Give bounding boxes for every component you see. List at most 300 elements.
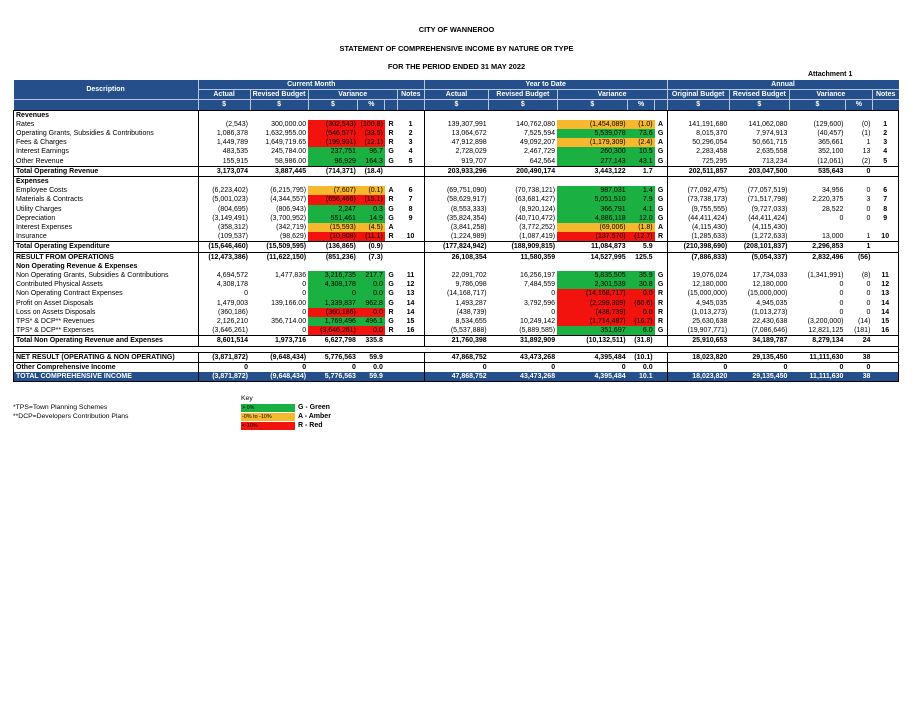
key-green-swatch: > 0% xyxy=(241,404,295,412)
ytd-variance-amount: 5,051,510 xyxy=(557,195,628,204)
ytd-variance-amount: 366,791 xyxy=(557,205,628,214)
an-variance-percent: 24 xyxy=(845,336,872,346)
cm-note-ref xyxy=(397,242,424,252)
ytd-variance-percent: (1.8) xyxy=(628,223,655,232)
col-cm-notes: Notes xyxy=(397,90,424,100)
row-description: Non Operating Contract Expenses xyxy=(16,290,123,298)
ytd-variance-amount: (2,299,309) xyxy=(557,299,628,308)
cm-rag-status: R xyxy=(388,139,394,147)
cm-rag-status: G xyxy=(388,157,394,165)
ytd-variance-percent: 35.9 xyxy=(628,271,655,280)
an-original-budget: 2,283,458 xyxy=(667,147,729,156)
an-variance-percent: 38 xyxy=(845,352,872,362)
an-variance-percent: (181) xyxy=(854,327,871,335)
ytd-revised-budget: 16,256,197 xyxy=(520,272,556,280)
an-original-budget: 12,180,000 xyxy=(667,280,729,289)
cm-rag-status: G xyxy=(388,299,394,307)
key-red-swatch: <-10% xyxy=(241,422,295,430)
an-variance-amount: (12,061) xyxy=(817,157,844,165)
table-row xyxy=(14,280,899,289)
ytd-actual: 0 xyxy=(424,362,488,372)
an-variance-percent: 0 xyxy=(866,308,871,316)
an-original-budget: (77,092,475) xyxy=(667,186,729,195)
ytd-rag-status: G xyxy=(657,157,664,165)
ytd-revised-budget: 200,490,174 xyxy=(489,166,557,176)
row-description: TPS* & DCP** Revenues xyxy=(16,318,95,326)
cm-variance-amount: 3,216,735 xyxy=(308,271,358,280)
cm-rag-status: G xyxy=(388,272,394,280)
row-description: TPS* & DCP** Expenses xyxy=(16,327,94,335)
footnote-dcp: **DCP=Developers Contribution Plans xyxy=(13,413,129,420)
ytd-actual: (1,224,989) xyxy=(424,232,488,242)
unit-dollar: $ xyxy=(557,100,628,110)
an-note-ref xyxy=(872,223,898,232)
col-ytd-actual: Actual xyxy=(424,90,488,100)
an-variance-percent: (14) xyxy=(857,318,871,326)
table-row xyxy=(14,205,899,214)
ytd-rag-status: G xyxy=(657,281,664,289)
cm-note-ref: 9 xyxy=(408,214,413,222)
col-an-notes: Notes xyxy=(872,90,898,100)
ytd-actual: (438,739) xyxy=(424,308,488,317)
table-row xyxy=(14,177,899,187)
ytd-variance-percent: 10.1 xyxy=(628,372,655,382)
unit-percent: % xyxy=(845,100,872,110)
cm-actual: 4,694,572 xyxy=(198,271,250,280)
an-variance-amount: 12,821,125 xyxy=(808,327,844,335)
table-row xyxy=(14,147,899,156)
ytd-rag-status xyxy=(655,372,667,382)
an-note-ref: 4 xyxy=(883,148,888,156)
an-revised-budget: (208,101,837) xyxy=(729,242,789,252)
ytd-rag-status: G xyxy=(657,187,664,195)
cm-revised-budget: 1,632,955.00 xyxy=(265,130,307,138)
cm-revised-budget: 139,166.00 xyxy=(271,299,307,307)
an-variance-amount: 0 xyxy=(839,214,844,222)
empty-cell xyxy=(557,262,628,271)
cm-rag-status: G xyxy=(388,290,394,298)
table-row xyxy=(14,308,899,317)
empty-cell xyxy=(424,177,488,187)
ytd-variance-percent: 1.4 xyxy=(628,186,655,195)
ytd-actual: (5,537,888) xyxy=(424,326,488,336)
ytd-revised-budget: (1,087,419) xyxy=(519,233,556,241)
cm-actual: (3,871,872) xyxy=(198,372,250,382)
an-original-budget: (210,398,690) xyxy=(667,242,729,252)
empty-cell xyxy=(397,110,424,120)
key-amber-text: A - Amber xyxy=(298,413,331,420)
an-revised-budget: (1,013,273) xyxy=(751,308,788,316)
an-variance-percent: 1 xyxy=(866,139,871,147)
an-note-ref: 11 xyxy=(881,272,889,280)
an-revised-budget: (5,054,337) xyxy=(751,253,788,261)
attachment-label: Attachment 1 xyxy=(808,71,853,78)
cm-variance-amount: (15,593) xyxy=(308,223,358,232)
empty-cell xyxy=(789,110,845,120)
cm-variance-percent: 0.0 xyxy=(358,280,385,289)
col-ytd-revised-budget: Revised Budget xyxy=(489,90,557,100)
ytd-variance-percent: (2.4) xyxy=(628,138,655,147)
empty-cell xyxy=(397,177,424,187)
unit-percent: % xyxy=(628,100,655,110)
empty-cell xyxy=(789,177,845,187)
ytd-actual: 9,786,098 xyxy=(424,280,488,289)
ytd-revised-budget: 0 xyxy=(551,290,556,298)
cm-actual: (2,543) xyxy=(198,120,250,129)
an-revised-budget: 50,661,715 xyxy=(752,139,788,147)
ytd-variance-amount: 351,697 xyxy=(557,326,628,336)
row-description: Expenses xyxy=(16,178,49,186)
an-original-budget: 25,910,653 xyxy=(667,336,729,346)
empty-cell xyxy=(872,177,898,187)
ytd-rag-status: A xyxy=(658,139,664,147)
ytd-revised-budget: 31,892,909 xyxy=(489,336,557,346)
an-variance-amount: 365,661 xyxy=(818,139,844,147)
row-description: Revenues xyxy=(16,111,50,119)
ytd-actual: (8,553,333) xyxy=(424,205,488,214)
cm-variance-percent: (12.1) xyxy=(358,138,385,147)
cm-rag-status xyxy=(385,252,397,262)
ytd-rag-status: R xyxy=(658,318,664,326)
empty-cell xyxy=(250,110,308,120)
ytd-rag-status: R xyxy=(658,299,664,307)
an-original-budget: (7,886,833) xyxy=(667,252,729,262)
cm-variance-amount: 96,929 xyxy=(308,157,358,167)
row-description: Materials & Contracts xyxy=(16,196,83,204)
ytd-actual: (3,841,258) xyxy=(424,223,488,232)
empty-cell xyxy=(872,110,898,120)
cm-variance-percent: 96.7 xyxy=(358,147,385,156)
cm-variance-amount: (7,607) xyxy=(308,186,358,195)
cm-note-ref: 3 xyxy=(408,139,413,147)
table-row xyxy=(14,299,899,308)
empty-cell xyxy=(845,110,872,120)
table-row xyxy=(14,271,899,280)
empty-cell xyxy=(557,177,628,187)
cm-actual: (15,646,460) xyxy=(198,242,250,252)
cm-actual: 3,173,074 xyxy=(198,166,250,176)
cm-variance-amount: (3,646,261) xyxy=(308,326,358,336)
cm-variance-percent: (4.5) xyxy=(358,223,385,232)
ytd-actual: (14,168,717) xyxy=(424,289,488,298)
cm-note-ref: 4 xyxy=(408,148,413,156)
ytd-variance-amount: 4,395,484 xyxy=(557,372,628,382)
cm-variance-percent: 335.8 xyxy=(358,336,385,346)
an-variance-percent: 1 xyxy=(845,242,872,252)
ytd-variance-amount: 5,835,505 xyxy=(557,271,628,280)
cm-revised-budget: 0 xyxy=(302,281,307,289)
statement-title: STATEMENT OF COMPREHENSIVE INCOME BY NATURE OR TYPE xyxy=(339,44,574,53)
an-original-budget: (73,738,173) xyxy=(667,195,729,204)
ytd-variance-amount: 4,886,118 xyxy=(557,214,628,223)
an-note-ref xyxy=(872,352,898,362)
empty-cell xyxy=(198,177,250,187)
an-revised-budget: 29,135,450 xyxy=(729,352,789,362)
group-year-to-date: Year to Date xyxy=(424,80,667,90)
ytd-rag-status xyxy=(655,166,667,176)
an-revised-budget: 141,062,080 xyxy=(748,120,788,128)
an-variance-percent: (1) xyxy=(861,130,871,138)
row-description: Total Operating Expenditure xyxy=(14,242,199,252)
empty-cell xyxy=(424,262,488,271)
col-cm-variance: Variance xyxy=(308,90,397,100)
empty-cell xyxy=(628,262,655,271)
ytd-revised-budget: (3,772,252) xyxy=(519,224,556,232)
an-note-ref: 10 xyxy=(881,233,890,241)
ytd-actual: (69,751,090) xyxy=(424,186,488,195)
row-description: Total Operating Revenue xyxy=(14,166,199,176)
ytd-actual: 203,933,296 xyxy=(424,166,488,176)
ytd-rag-status: G xyxy=(657,205,664,213)
unit-dollar: $ xyxy=(250,100,308,110)
ytd-actual: 139,307,991 xyxy=(424,120,488,129)
col-an-variance: Variance xyxy=(789,90,872,100)
an-note-ref: 13 xyxy=(881,290,890,298)
an-variance-amount: 13,000 xyxy=(822,233,844,241)
table-row xyxy=(14,195,899,204)
cm-actual: 1,479,003 xyxy=(198,299,250,308)
ytd-revised-budget: 7,525,594 xyxy=(523,130,556,138)
row-description: Contributed Physical Assets xyxy=(16,281,103,289)
an-variance-amount: 2,832,496 xyxy=(812,253,844,261)
ytd-rag-status: G xyxy=(657,272,664,280)
cm-variance-amount: 4,308,178 xyxy=(308,280,358,289)
ytd-variance-amount: (14,168,717) xyxy=(557,289,628,298)
cm-variance-amount: (656,466) xyxy=(308,195,358,204)
income-statement-table xyxy=(13,80,899,382)
ytd-variance-amount: (69,006) xyxy=(557,223,628,232)
an-original-budget: 8,015,370 xyxy=(667,129,729,138)
ytd-revised-budget: (63,681,427) xyxy=(515,196,556,204)
row-description: Other Revenue xyxy=(16,157,64,165)
ytd-variance-percent: (60.6) xyxy=(628,299,655,308)
an-variance-percent: 0 xyxy=(866,205,871,213)
ytd-variance-percent: 0.0 xyxy=(628,289,655,298)
cm-rag-status xyxy=(385,362,397,372)
ytd-variance-percent: (12.7) xyxy=(628,232,655,242)
cm-actual: 8,601,514 xyxy=(198,336,250,346)
cm-revised-budget: 245,784.00 xyxy=(271,148,307,156)
cm-variance-amount: 237,751 xyxy=(308,147,358,156)
an-note-ref: 14 xyxy=(881,308,890,316)
an-note-ref: 12 xyxy=(881,281,890,289)
ytd-variance-percent: 6.0 xyxy=(628,326,655,336)
ytd-revised-budget: 11,580,359 xyxy=(520,253,556,261)
ytd-rag-status: R xyxy=(658,308,664,316)
an-original-budget: 725,295 xyxy=(667,157,729,167)
empty-cell xyxy=(789,262,845,271)
an-revised-budget: (9,727,033) xyxy=(751,205,788,213)
ytd-variance-amount: 987,031 xyxy=(557,186,628,195)
cm-note-ref: 11 xyxy=(406,272,415,280)
an-variance-amount: 11,111,630 xyxy=(789,372,845,382)
cm-variance-percent: 0.0 xyxy=(373,363,383,371)
ytd-actual: 47,912,898 xyxy=(424,138,488,147)
cm-variance-amount: 2,247 xyxy=(308,205,358,214)
empty-cell xyxy=(308,110,358,120)
ytd-actual: 2,728,029 xyxy=(424,147,488,156)
cm-note-ref xyxy=(397,362,424,372)
row-description: Insurance xyxy=(16,233,47,241)
cm-variance-percent: 14.9 xyxy=(358,214,385,223)
an-note-ref: 1 xyxy=(883,120,888,128)
cm-rag-status xyxy=(385,352,397,362)
an-original-budget: 50,296,054 xyxy=(667,138,729,147)
ytd-actual: 13,064,672 xyxy=(424,129,488,138)
an-variance-percent: (2) xyxy=(861,157,871,165)
an-original-budget: 4,945,035 xyxy=(667,299,729,308)
ytd-actual: 1,493,287 xyxy=(424,299,488,308)
footnote-tps: *TPS=Town Planning Schemes xyxy=(13,404,108,411)
cm-revised-budget: 0 xyxy=(302,363,307,371)
cm-actual: 155,915 xyxy=(198,157,250,167)
an-variance-amount: 8,279,134 xyxy=(789,336,845,346)
ytd-rag-status xyxy=(655,242,667,252)
row-description: Interest Expenses xyxy=(16,224,73,232)
unit-dollar: $ xyxy=(489,100,557,110)
cm-note-ref: 8 xyxy=(408,205,413,213)
ytd-variance-percent: 4.1 xyxy=(628,205,655,214)
cm-variance-amount: 0 xyxy=(308,289,358,298)
ytd-rag-status: R xyxy=(658,233,664,241)
table-row xyxy=(14,186,899,195)
ytd-rag-status: G xyxy=(657,148,664,156)
ytd-rag-status: G xyxy=(657,327,664,335)
cm-actual: (804,695) xyxy=(198,205,250,214)
ytd-actual: 22,091,702 xyxy=(424,271,488,280)
an-variance-amount: 0 xyxy=(839,363,844,371)
empty-cell xyxy=(489,177,557,187)
cm-actual: 2,126,210 xyxy=(198,317,250,326)
ytd-variance-amount: (10,132,511) xyxy=(557,336,628,346)
cm-variance-percent: 496.1 xyxy=(358,317,385,326)
ytd-variance-amount: (1,454,089) xyxy=(557,120,628,129)
an-variance-amount: 0 xyxy=(839,281,844,289)
empty-cell xyxy=(250,177,308,187)
empty-cell xyxy=(655,177,667,187)
cm-variance-amount: (10,908) xyxy=(308,232,358,242)
table-row xyxy=(14,362,899,372)
statement-body xyxy=(14,110,899,382)
ytd-rag-status: G xyxy=(657,130,664,138)
an-note-ref: 5 xyxy=(883,157,888,165)
an-note-ref xyxy=(872,362,898,372)
empty-cell xyxy=(358,262,385,271)
ytd-variance-percent: 12.0 xyxy=(628,214,655,223)
empty-cell xyxy=(667,110,729,120)
cm-revised-budget: (98,629) xyxy=(280,233,307,241)
cm-note-ref xyxy=(397,252,424,262)
an-note-ref xyxy=(872,166,898,176)
ytd-revised-budget: (70,738,121) xyxy=(515,187,556,195)
an-variance-percent: 38 xyxy=(845,372,872,382)
an-revised-budget: (7,086,646) xyxy=(751,327,788,335)
ytd-revised-budget: (8,920,124) xyxy=(519,205,556,213)
key-amber-swatch: -0% to -10% xyxy=(241,413,295,421)
col-an-revised-budget: Revised Budget xyxy=(729,90,789,100)
an-original-budget: 18,023,820 xyxy=(667,372,729,382)
row-description: Depreciation xyxy=(16,214,56,222)
cm-revised-budget: 58,986.00 xyxy=(274,157,307,165)
an-revised-budget: 7,974,913 xyxy=(756,130,788,138)
empty-cell xyxy=(385,177,397,187)
cm-note-ref: 10 xyxy=(406,233,415,241)
ytd-variance-percent: 7.9 xyxy=(628,195,655,204)
table-row xyxy=(14,326,899,336)
ytd-variance-amount: 3,443,122 xyxy=(557,166,628,176)
col-original-budget: Original Budget xyxy=(667,90,729,100)
cm-note-ref: 14 xyxy=(406,308,415,316)
cm-rag-status xyxy=(385,336,397,346)
cm-rag-status: G xyxy=(388,318,394,326)
an-variance-amount: (40,457) xyxy=(817,130,844,138)
ytd-revised-budget: 49,092,207 xyxy=(520,139,556,147)
cm-revised-budget: (9,648,434) xyxy=(250,372,308,382)
ytd-revised-budget: 43,473,268 xyxy=(489,352,557,362)
ytd-actual: (58,629,917) xyxy=(424,195,488,204)
ytd-revised-budget: 43,473,268 xyxy=(489,372,557,382)
empty-cell xyxy=(198,110,250,120)
an-note-ref: 16 xyxy=(881,327,890,335)
group-annual: Annual xyxy=(667,80,898,90)
unit-percent: % xyxy=(358,100,385,110)
an-variance-amount: 34,956 xyxy=(822,187,844,195)
ytd-rag-status: G xyxy=(657,214,664,222)
cm-note-ref: 7 xyxy=(408,196,413,204)
an-variance-percent: 0 xyxy=(866,214,871,222)
an-variance-percent: 13 xyxy=(862,148,871,156)
cm-variance-percent: (11.1) xyxy=(358,232,385,242)
ytd-variance-amount: 5,539,078 xyxy=(557,129,628,138)
an-variance-percent: (0) xyxy=(861,120,871,128)
cm-rag-status: G xyxy=(388,214,394,222)
an-variance-percent: 0 xyxy=(866,290,871,298)
ytd-actual: 919,707 xyxy=(424,157,488,167)
cm-revised-budget: 356,714.00 xyxy=(271,318,307,326)
empty-cell xyxy=(385,262,397,271)
cm-revised-budget: 0 xyxy=(302,308,307,316)
ytd-variance-amount: 277,143 xyxy=(557,157,628,167)
cm-revised-budget: 0 xyxy=(302,290,307,298)
ytd-revised-budget: 140,762,080 xyxy=(516,120,556,128)
cm-note-ref: 15 xyxy=(406,318,415,326)
col-cm-actual: Actual xyxy=(198,90,250,100)
cm-actual: 1,449,789 xyxy=(198,138,250,147)
an-variance-percent: (56) xyxy=(857,253,871,261)
an-original-budget: 25,630,638 xyxy=(667,317,729,326)
cm-actual: (3,871,872) xyxy=(198,352,250,362)
an-revised-budget: (44,411,424) xyxy=(748,214,788,222)
an-variance-percent xyxy=(845,223,872,232)
empty-cell xyxy=(489,262,557,271)
an-variance-percent: 0 xyxy=(866,299,871,307)
ytd-rag-status: A xyxy=(658,120,664,128)
an-revised-budget: 713,234 xyxy=(762,157,788,165)
an-variance-amount: (3,200,000) xyxy=(807,318,844,326)
table-row xyxy=(14,138,899,147)
ytd-variance-amount: 11,084,873 xyxy=(557,242,628,252)
col-description: Description xyxy=(14,80,199,100)
empty-cell xyxy=(557,110,628,120)
table-row xyxy=(14,289,899,298)
an-revised-budget: 203,047,500 xyxy=(729,166,789,176)
an-variance-amount: 2,220,375 xyxy=(812,196,844,204)
ytd-rag-status: R xyxy=(658,290,664,298)
cm-revised-budget: 1,477,836 xyxy=(274,272,307,280)
empty-cell xyxy=(424,110,488,120)
cm-variance-amount: 5,776,563 xyxy=(308,372,358,382)
empty-cell xyxy=(308,262,358,271)
